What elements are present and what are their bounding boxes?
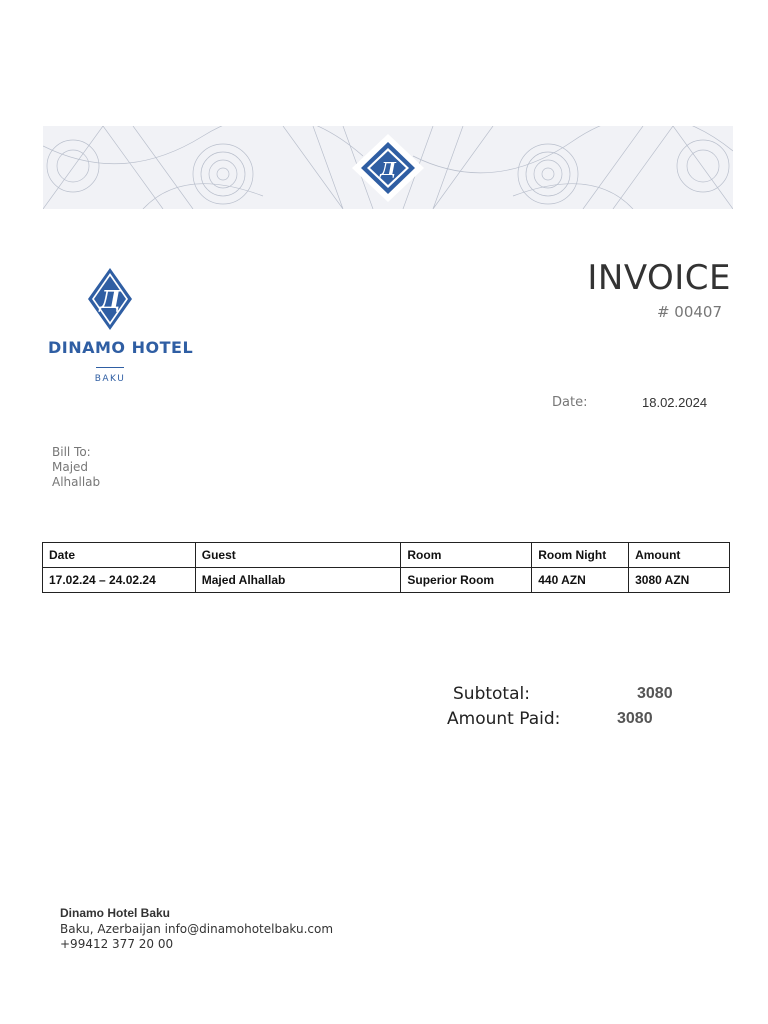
table-row bbox=[43, 568, 730, 593]
cell-room: Superior Room bbox=[401, 568, 532, 593]
logo-hotel-name: DINAMO HOTEL bbox=[48, 338, 194, 357]
footer-address: Baku, Azerbaijan info@dinamohotelbaku.com bbox=[60, 921, 334, 936]
bill-to-name-line2: Alhallab bbox=[52, 475, 101, 489]
footer-phone: +99412 377 20 00 bbox=[60, 937, 174, 951]
logo-city: BAKU bbox=[94, 374, 126, 384]
invoice-title: INVOICE bbox=[587, 258, 731, 298]
amount-paid-value: 3080 bbox=[617, 710, 653, 727]
header-date: Date bbox=[43, 543, 196, 568]
header-room-night: Room Night bbox=[532, 543, 629, 568]
header-amount: Amount bbox=[629, 543, 730, 568]
amount-paid-label: Amount Paid: bbox=[447, 709, 561, 729]
hotel-logo bbox=[48, 268, 194, 388]
cell-room-night: 440 AZN bbox=[532, 568, 629, 593]
subtotal-value: 3080 bbox=[637, 685, 673, 702]
logo-divider bbox=[96, 367, 124, 368]
cell-guest: Majed Alhallab bbox=[195, 568, 401, 593]
svg-text:Д: Д bbox=[379, 159, 397, 180]
svg-text:Д: Д bbox=[99, 285, 121, 314]
ornamental-pattern-icon bbox=[43, 126, 733, 209]
header-room: Room bbox=[401, 543, 532, 568]
table-header-row bbox=[43, 543, 730, 568]
footer-hotel-name: Dinamo Hotel Baku bbox=[60, 906, 171, 920]
cell-date: 17.02.24 – 24.02.24 bbox=[43, 568, 196, 593]
bill-to-label: Bill To: bbox=[52, 445, 91, 459]
subtotal-label: Subtotal: bbox=[453, 684, 530, 704]
decorative-banner bbox=[43, 126, 733, 209]
bill-to-block bbox=[52, 445, 100, 490]
date-value: 18.02.2024 bbox=[642, 395, 708, 410]
bill-to-name-line1: Majed bbox=[52, 460, 89, 474]
dinamo-diamond-logo-icon bbox=[88, 268, 132, 330]
invoice-items-table bbox=[42, 542, 730, 593]
footer-contact bbox=[60, 906, 333, 953]
header-guest: Guest bbox=[195, 543, 401, 568]
date-label: Date: bbox=[552, 395, 588, 410]
invoice-number: # 00407 bbox=[656, 303, 722, 321]
cell-amount: 3080 AZN bbox=[629, 568, 730, 593]
